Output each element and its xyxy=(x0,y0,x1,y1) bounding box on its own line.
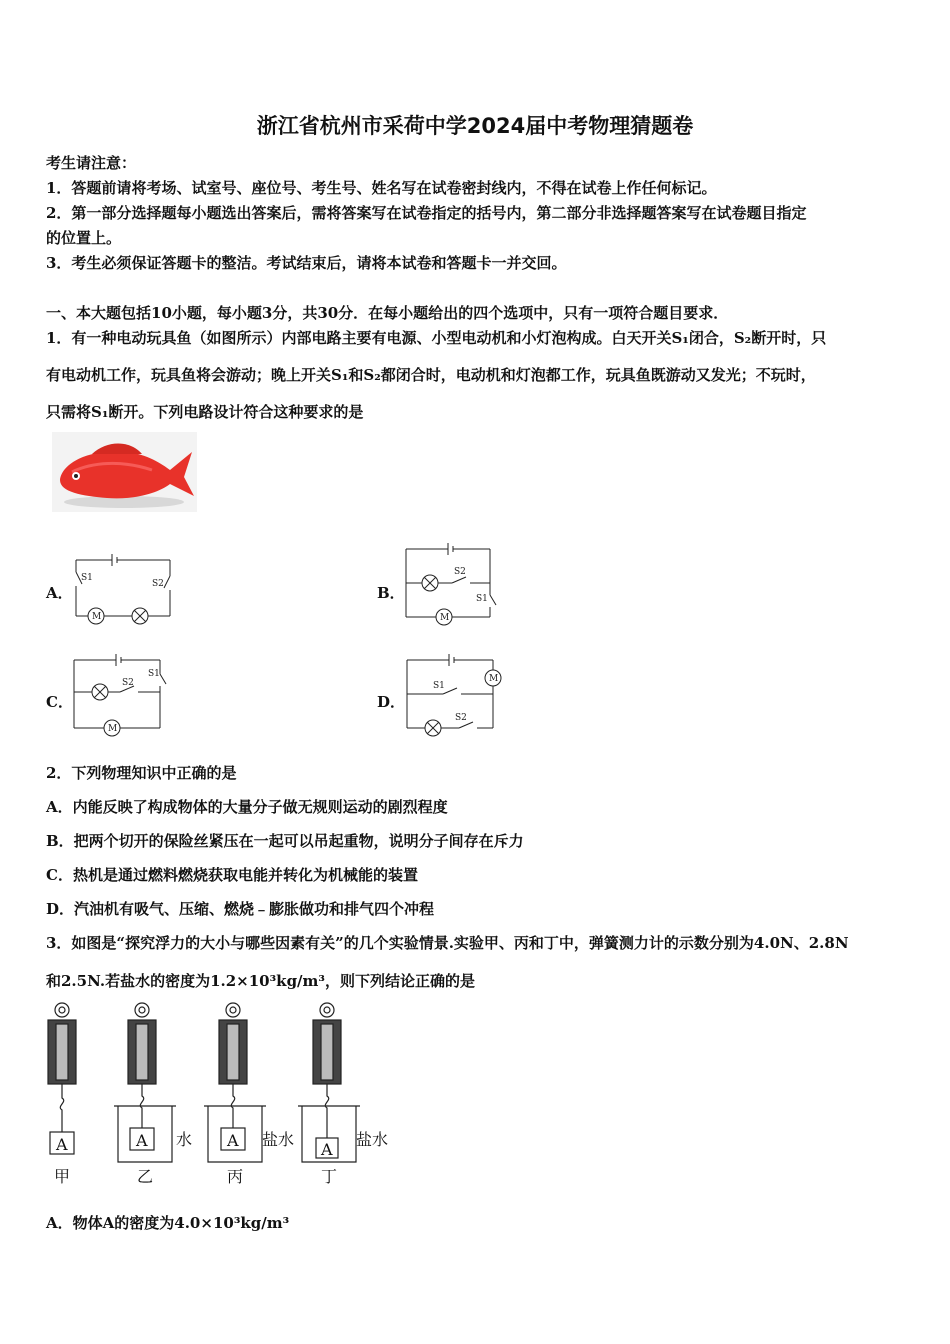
notice-item-1: 1．答题前请将考场、试室号、座位号、考生号、姓名写在试卷密封线内，不得在试卷上作任何标记。 xyxy=(46,179,717,197)
q1-stem-line-1: 1．有一种电动玩具鱼（如图所示）内部电路主要有电源、小型电动机和小灯泡构成。白天开关S₁闭合，S₂断开时，只 xyxy=(46,329,827,347)
buoyancy-experiment-figure xyxy=(40,1000,400,1195)
q2-option-d: D．汽油机有吸气、压缩、燃烧﹣膨胀做功和排气四个冲程 xyxy=(46,900,435,918)
circuit-a-s2-label: S2 xyxy=(152,579,164,589)
circuit-d-s1-label: S1 xyxy=(433,681,445,691)
q1-option-a-label: A． xyxy=(46,584,73,602)
q1-stem-line-3: 只需将S₁断开。下列电路设计符合这种要求的是 xyxy=(46,403,364,421)
circuit-c-s1-label: S1 xyxy=(148,669,160,679)
block-a-yi: A xyxy=(136,1131,148,1150)
circuit-c-s2-label: S2 xyxy=(122,678,134,688)
block-a-bing: A xyxy=(227,1131,239,1150)
liquid-label-yi: 水 xyxy=(176,1130,193,1149)
circuit-c-motor-label: M xyxy=(108,724,118,734)
circuit-c-diagram xyxy=(70,652,170,738)
circuit-a-s1-label: S1 xyxy=(81,573,93,583)
q2-option-c: C．热机是通过燃料燃烧获取电能并转化为机械能的装置 xyxy=(46,866,418,884)
q1-option-b-label: B． xyxy=(377,584,405,602)
section-heading: 一、本大题包括10小题，每小题3分，共30分．在每小题给出的四个选项中，只有一项符合题目要求． xyxy=(46,304,729,322)
spring-scale-jia xyxy=(48,1003,76,1154)
circuit-b-motor-label: M xyxy=(440,613,450,623)
q2-option-a: A．内能反映了构成物体的大量分子做无规则运动的剧烈程度 xyxy=(46,798,448,816)
liquid-label-bing: 盐水 xyxy=(262,1130,295,1149)
block-a-ding: A xyxy=(321,1140,333,1159)
q2-option-b: B．把两个切开的保险丝紧压在一起可以吊起重物，说明分子间存在斥力 xyxy=(46,832,524,850)
notice-item-3: 3．考生必须保证答题卡的整洁。考试结束后，请将本试卷和答题卡一并交回。 xyxy=(46,254,567,272)
caption-bing: 丙 xyxy=(227,1167,244,1186)
spring-scale-ding xyxy=(298,1003,360,1162)
toy-fish-image xyxy=(52,432,197,512)
caption-yi: 乙 xyxy=(137,1167,154,1186)
circuit-d-motor-label: M xyxy=(489,674,499,684)
q2-stem: 2．下列物理知识中正确的是 xyxy=(46,764,237,782)
q1-stem-line-2: 有电动机工作，玩具鱼将会游动；晚上开关S₁和S₂都闭合时，电动机和灯泡都工作，玩具鱼既游动又发光；不玩时， xyxy=(46,366,816,384)
notice-item-2: 2．第一部分选择题每小题选出答案后，需将答案写在试卷指定的括号内，第二部分非选择题答案写在试卷题目指定 xyxy=(46,204,807,222)
circuit-a-motor-label: M xyxy=(92,612,102,622)
block-a-jia: A xyxy=(56,1135,68,1154)
liquid-label-ding: 盐水 xyxy=(356,1130,389,1149)
q3-stem-line-2: 和2.5N.若盐水的密度为1.2×10³kg/m³，则下列结论正确的是 xyxy=(46,972,475,990)
q3-stem-line-1: 3．如图是“探究浮力的大小与哪些因素有关”的几个实验情景.实验甲、丙和丁中，弹簧测力计的示数分别为4.0N、2.8N xyxy=(46,934,849,952)
q1-option-c-label: C． xyxy=(46,693,73,711)
circuit-d-diagram xyxy=(403,652,508,738)
notice-heading: 考生请注意： xyxy=(46,154,137,172)
circuit-a-diagram xyxy=(70,550,180,628)
notice-item-2-cont: 的位置上。 xyxy=(46,229,122,247)
circuit-b-s2-label: S2 xyxy=(454,567,466,577)
caption-ding: 丁 xyxy=(321,1167,338,1186)
caption-jia: 甲 xyxy=(54,1167,71,1186)
circuit-b-diagram xyxy=(402,543,502,629)
q1-option-d-label: D． xyxy=(377,693,406,711)
page-title: 浙江省杭州市采荷中学2024届中考物理猜题卷 xyxy=(256,114,694,138)
q3-option-a: A．物体A的密度为4.0×10³kg/m³ xyxy=(46,1214,290,1232)
circuit-b-s1-label: S1 xyxy=(476,594,488,604)
circuit-d-s2-label: S2 xyxy=(455,713,467,723)
